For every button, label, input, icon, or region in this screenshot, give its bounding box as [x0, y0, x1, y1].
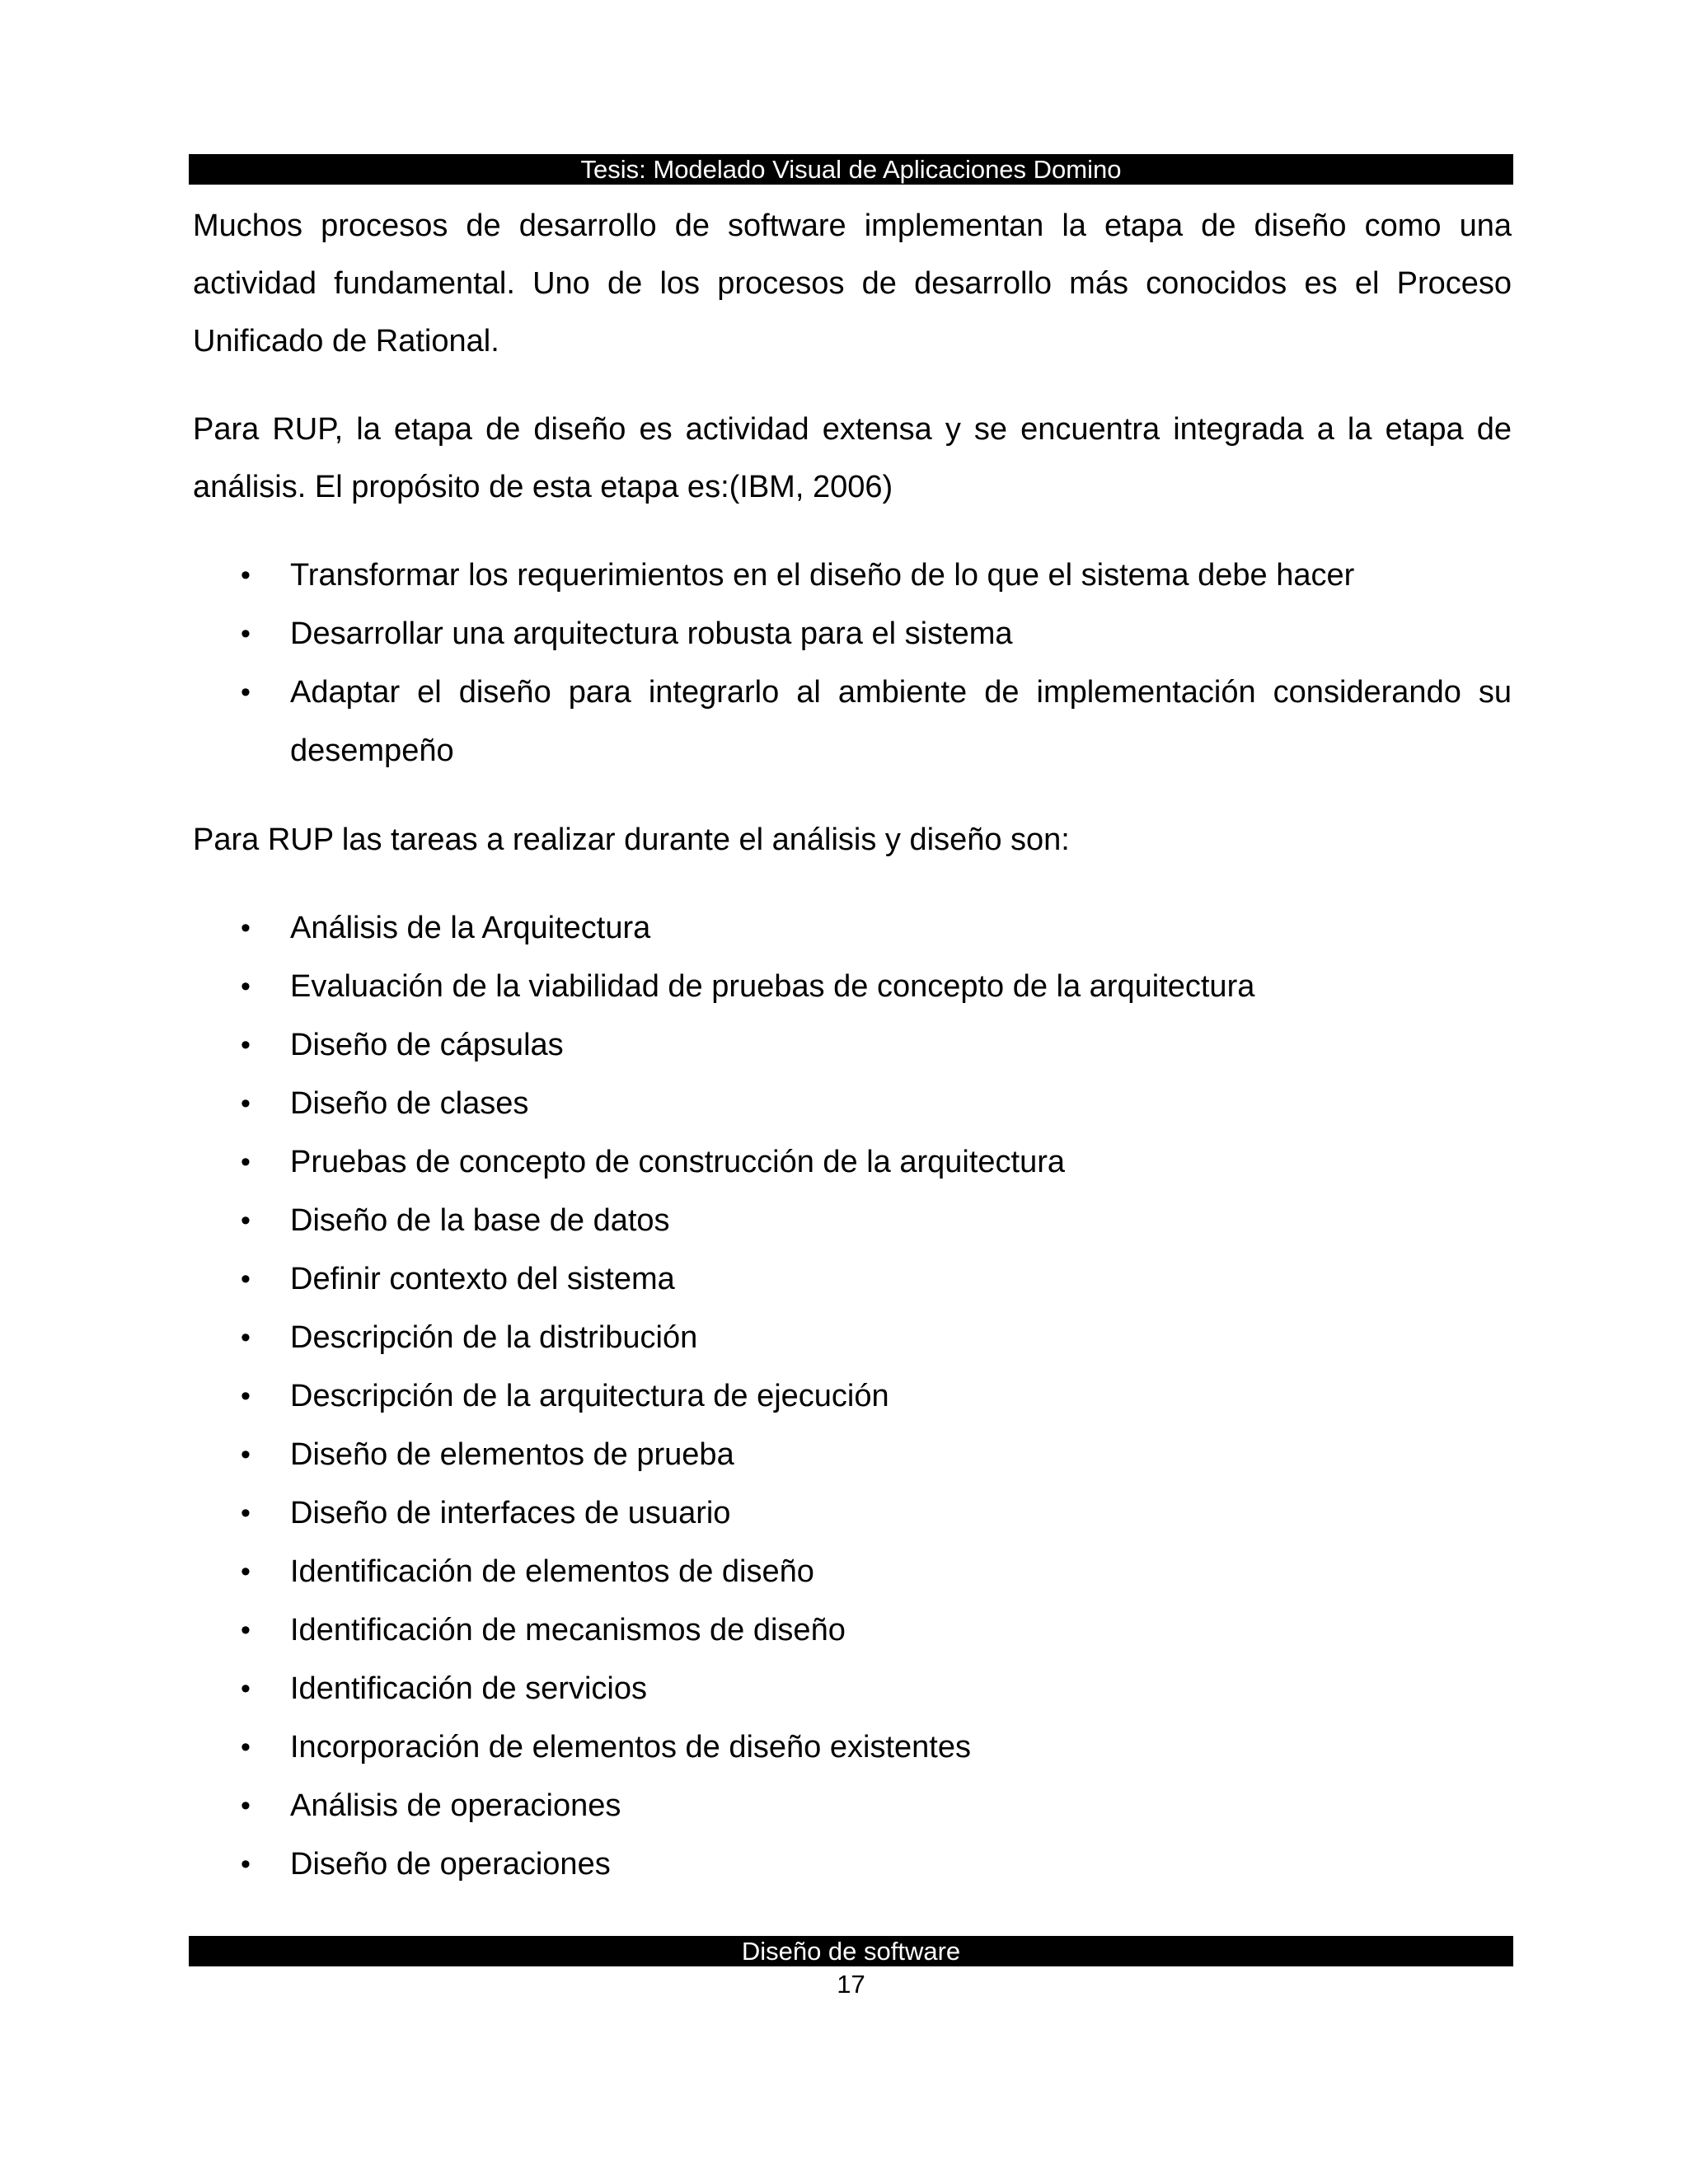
bullet-icon: • — [241, 1790, 251, 1821]
bullet-icon: • — [241, 1615, 251, 1646]
list-item: • Diseño de cápsulas — [193, 1016, 1512, 1075]
list-item: • Descripción de la arquitectura de ejecución — [193, 1367, 1512, 1426]
bullet-icon: • — [241, 1556, 251, 1587]
list-item: • Diseño de elementos de prueba — [193, 1426, 1512, 1484]
section-title: Diseño de software — [741, 1937, 961, 1966]
bullet-icon: • — [241, 1673, 251, 1704]
bullet-icon: • — [241, 560, 251, 591]
list-item: • Transformar los requerimientos en el diseño de lo que el sistema debe hacer — [193, 546, 1512, 605]
list-item: • Evaluación de la viabilidad de pruebas de concepto de la arquitectura — [193, 958, 1512, 1016]
bullet-icon: • — [241, 1146, 251, 1178]
bullet-icon: • — [241, 1380, 251, 1412]
list-item: • Identificación de mecanismos de diseño — [193, 1601, 1512, 1660]
paragraph-intro: Muchos procesos de desarrollo de software implementan la etapa de diseño como una actividad fundamental. Uno de los procesos de desarrollo más conocidos es el Proceso Unificado de Rational. — [193, 209, 1512, 359]
list-item: • Análisis de la Arquitectura — [193, 899, 1512, 958]
bullet-icon: • — [241, 1322, 251, 1353]
list-item: • Pruebas de concepto de construcción de la arquitectura — [193, 1133, 1512, 1192]
running-header — [189, 154, 1513, 185]
page-number: 17 — [837, 1970, 865, 1999]
bullet-icon: • — [241, 618, 251, 649]
list-item: • Incorporación de elementos de diseño existentes — [193, 1718, 1512, 1777]
bullet-icon: • — [241, 677, 251, 708]
list-item: • Definir contexto del sistema — [193, 1250, 1512, 1309]
list-item: • Diseño de la base de datos — [193, 1192, 1512, 1250]
bullet-icon: • — [241, 1732, 251, 1763]
running-header-title: Tesis: Modelado Visual de Aplicaciones Domino — [580, 155, 1122, 184]
bullet-icon: • — [241, 1205, 251, 1236]
list-item: • Diseño de operaciones — [193, 1835, 1512, 1894]
paragraph-rup-tasks: Para RUP las tareas a realizar durante el análisis y diseño son: — [193, 823, 1070, 857]
page-body — [193, 197, 1512, 1894]
list-item: • Descripción de la distribución — [193, 1309, 1512, 1367]
list-item: • Identificación de elementos de diseño — [193, 1543, 1512, 1601]
list-item: • Identificación de servicios — [193, 1660, 1512, 1718]
bullet-icon: • — [241, 1029, 251, 1061]
paragraph-rup-design: Para RUP, la etapa de diseño es actividad extensa y se encuentra integrada a la etapa de análisis. El propósito de esta etapa es:(IBM, 2006) — [193, 412, 1512, 504]
bullet-icon: • — [241, 1439, 251, 1470]
list-item: • Adaptar el diseño para integrarlo al ambiente de implementación considerando su desempeño — [193, 663, 1512, 780]
bullet-icon: • — [241, 1088, 251, 1119]
bullet-icon: • — [241, 1497, 251, 1529]
bullet-icon: • — [241, 971, 251, 1002]
list-item: • Diseño de clases — [193, 1075, 1512, 1133]
list-item: • Desarrollar una arquitectura robusta para el sistema — [193, 605, 1512, 663]
running-footer — [189, 1936, 1513, 1966]
purpose-list — [193, 546, 1512, 780]
bullet-icon: • — [241, 1263, 251, 1295]
list-item: • Diseño de interfaces de usuario — [193, 1484, 1512, 1543]
tasks-list — [193, 899, 1512, 1894]
bullet-icon: • — [241, 1849, 251, 1880]
bullet-icon: • — [241, 912, 251, 944]
list-item: • Análisis de operaciones — [193, 1777, 1512, 1835]
